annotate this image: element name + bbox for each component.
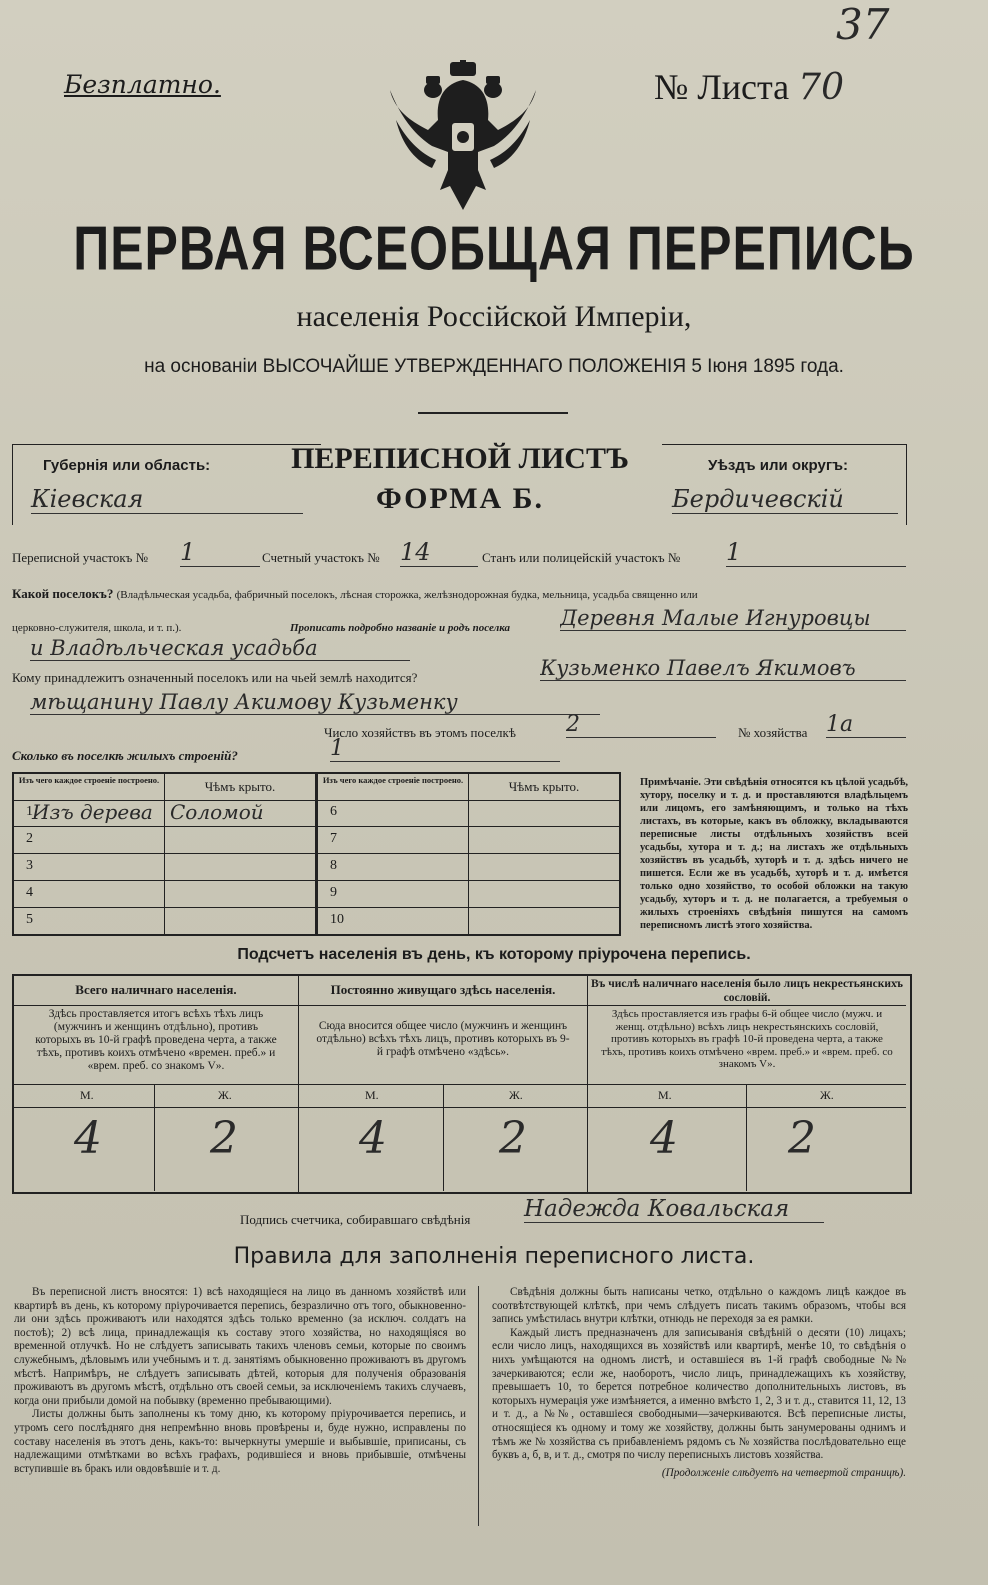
police-area-label: Станъ или полицейскій участокъ № — [482, 550, 681, 565]
count-area-label: Счетный участокъ № — [262, 550, 380, 565]
sheet-number — [654, 66, 844, 108]
district-label: Уѣздъ или округъ: — [708, 457, 849, 474]
double-headed-eagle-icon — [388, 60, 538, 220]
settlement-value-2: и Владѣльческая усадьба — [30, 636, 410, 661]
population-count-table — [12, 974, 912, 1194]
table-row: 10 — [330, 912, 344, 927]
rules-left-column — [14, 1286, 466, 1476]
note-text: Примѣчаніе. Эти свѣдѣнія относятся къ цѣлой усадьбѣ, хутору, поселку и т. д. и проставляются владѣльцемъ или лицомъ, его замѣняющимъ, и только на тѣхъ листахъ, въ которые, какъ въ обложку, вкладываются переписные листы отдѣльныхъ хозяйствъ всей усадьбы, хутора и т. д.; на листахъ же отдѣльныхъ хозяйствъ въ усадьбѣ, хуторѣ и т. д. здѣсь ничего не пишется. Если же въ усадьбѣ, хуторѣ и т. д. имѣется только одно хозяйство, то особой обложки на такую усадьбу, хуторъ и т. д. не полагается, а требуемыя о жилыхъ строеніяхъ свѣдѣнія пишутся на самомъ переписномъ листѣ этого хозяйства. — [640, 777, 908, 931]
census-area-label: Переписной участокъ № — [12, 550, 149, 565]
form-subtitle: ФОРМА Б. — [375, 482, 545, 515]
table-row: 9 — [318, 881, 619, 908]
settlement-hint: (Владѣльческая усадьба, фабричный поселокъ, лѣсная сторожка, желѣзнодорожная будка, мельница, усадьба священно или — [116, 589, 698, 601]
form-title: ПЕРЕПИСНОЙ ЛИСТЪ — [291, 442, 629, 475]
sheet-number-label: № Листа — [654, 67, 790, 107]
buildings-table-left — [14, 774, 315, 934]
table-row: 1 Изъ дерева Соломой — [14, 800, 315, 827]
rules-paragraph: Каждый листъ предназначенъ для записыванія свѣдѣній о десяти (10) лицахъ; если число лицъ, находящихся въ хозяйствѣ или квартирѣ, менѣе 10, то свѣдѣнія о нихъ умѣщаются на одномъ листѣ, и оставшіеся въ 1-й графѣ свободные №№ зачеркиваются; если же, наоборотъ, число лицъ, принадлежащихъ къ хозяйству, превышаетъ 10, то берется потребное количество дополнительныхъ листовъ, въ которыхъ нумерація уже измѣняется, а именно вмѣсто 1, 2, 3 и т. д., ставится 11, 12, 13 и т. д., а №№, оставшіеся свободными—зачеркиваются. Всѣ переписные листы, относящіеся къ одному и тому же хозяйству, должны быть занумерованы однимъ и тѣмъ же № хозяйства съ прибавленіемъ рядомъ съ № хозяйства послѣдовательно еще буквъ а, б, в, и т. д., смотря по числу переписныхъ листовъ хозяйства. — [492, 1326, 906, 1462]
buildings-value: 1 — [330, 736, 560, 762]
province-value: Кіевская — [31, 485, 303, 514]
column-divider — [478, 1286, 479, 1526]
settlement-value: Деревня Малые Игнуровцы — [560, 606, 906, 631]
row-roof: Соломой — [170, 800, 264, 824]
table-row: 3 — [14, 854, 315, 881]
rules-paragraph: Свѣдѣнія должны быть написаны четко, отдѣльно о каждомъ лицѣ каждое въ соотвѣтствующей клѣткѣ, при чемъ слѣдуетъ писать такимъ образомъ, чтобы вся запись умѣстилась внутри клѣтки, отнюдь не переходя за ея рамки. — [492, 1286, 906, 1326]
count-column-present: Всего наличнаго населенія. Здѣсь проставляется итогъ всѣхъ тѣхъ лицъ (мужчинъ и женщинъ отдѣльно), противъ которыхъ въ 10-й графѣ проведена черта, а также тѣхъ, противъ коихъ отмѣчено «времен. преб.» и «врем. преб. со знакомъ V». М. Ж. 4 2 — [14, 976, 298, 1192]
rules-right-column — [492, 1286, 906, 1480]
table-row: 5 — [26, 912, 33, 927]
table-row: 2 — [14, 827, 315, 854]
row-material: Изъ дерева — [32, 800, 153, 824]
rules-paragraph: Листы должны быть заполнены къ тому дню, къ которому пріурочивается перепись, и утромъ сего послѣдняго дня непремѣнно вновь провѣрены и, буде нужно, исправлены по составу населенія въ этотъ день, какъ-то: вычеркнуты умершіе и выбывшіе, приписаны, съ надлежащими отмѣтками во всѣхъ графахъ, родившіеся и вновь прибывшіе, отмѣчены вступившіе въ бракъ или овдовѣвшіе и т. д. — [14, 1408, 466, 1475]
continued-note: (Продолженіе слѣдуетъ на четвертой страницѣ). — [661, 1466, 906, 1479]
households-label: Число хозяйствъ въ этомъ поселкѣ — [324, 725, 516, 740]
settlement-instruction: Прописать подробно названіе и родъ поселка — [290, 622, 511, 634]
count-heading: Подсчетъ населенія въ день, къ которому пріурочена перепись. — [237, 946, 751, 963]
signature-value: Надежда Ковальская — [524, 1196, 824, 1223]
count-column-title: Всего наличнаго населенія. — [14, 976, 298, 1006]
count-column-desc: Здѣсь проставляется итогъ всѣхъ тѣхъ лицъ (мужчинъ и женщинъ отдѣльно), противъ которыхъ въ 10-й графѣ проведена черта, а также тѣхъ, противъ коихъ отмѣчено «времен. преб.» и «врем. преб. со знакомъ V». — [35, 1008, 277, 1072]
count-column-non-peasant: Въ числѣ наличнаго населенія было лицъ некрестьянскихъ сословій. Здѣсь проставляется изъ графы 6-й общее число (мужч. и женщ. отдѣльно) всѣхъ лицъ некрестьянскихъ сословій, противъ которыхъ въ графѣ 10-й проведена черта, а также тѣхъ, противъ коихъ отмѣчено «врем. преб.» и «врем. преб. со знакомъ V». М. Ж. 4 2 — [588, 976, 906, 1192]
households-value: 2 — [566, 712, 716, 738]
household-no-label: № хозяйства — [738, 725, 808, 740]
settlement-row — [12, 586, 908, 602]
buildings-label: Сколько въ поселкѣ жилыхъ строеній? — [12, 748, 238, 763]
table-row: 7 — [318, 827, 619, 854]
province-label: Губернія или область: — [43, 457, 211, 474]
buildings-table-right: Изъ чего каждое строеніе построено. Чѣмъ крыто. 6 7 8 9 10 — [318, 774, 619, 934]
rules-heading: Правила для заполненія переписного листа. — [233, 1244, 755, 1269]
census-area-value: 1 — [180, 538, 260, 567]
divider — [418, 412, 568, 414]
household-no-value: 1а — [826, 712, 906, 738]
col-material-header: Изъ чего каждое строеніе построено. — [18, 775, 160, 785]
sheet-number-value: 70 — [798, 67, 844, 108]
owner-value-2: мѣщанину Павлу Акимову Кузьменку — [30, 690, 600, 715]
page-title: ПЕРВАЯ ВСЕОБЩАЯ ПЕРЕПИСЬ — [73, 213, 915, 284]
corner-page-number: 37 — [836, 0, 890, 49]
col-roof-header: Чѣмъ крыто. — [204, 779, 276, 794]
signature-label: Подпись счетчика, собиравшаго свѣдѣнія — [240, 1212, 471, 1227]
legal-basis: на основаніи ВЫСОЧАЙШЕ УТВЕРЖДЕННАГО ПОЛОЖЕНІЯ 5 Іюня 1895 года. — [144, 356, 844, 377]
count-column-resident: Постоянно живущаго здѣсь населенія. Сюда вносится общее число (мужчинъ и женщинъ отдѣльно) всѣхъ тѣхъ лицъ, противъ которыхъ въ 9-й графѣ отмѣчено «здѣсь». М. Ж. 4 2 — [299, 976, 587, 1192]
owner-label: Кому принадлежитъ означенный поселокъ или на чьей землѣ находится? — [12, 670, 418, 685]
table-row: 8 — [318, 854, 619, 881]
owner-value: Кузьменко Павелъ Якимовъ — [540, 656, 906, 681]
settlement-label: Какой поселокъ? — [12, 586, 114, 601]
page-subtitle: населенія Россійской Имперіи, — [296, 300, 692, 333]
district-box — [662, 444, 907, 525]
rules-paragraph: Въ переписной листъ вносятся: 1) всѣ находящіеся на лицо въ данномъ хозяйствѣ или квартирѣ въ день, къ которому пріурочивается перепись, безразлично отъ того, обыкновенно-ли они здѣсь проживаютъ или находятся здѣсь только временно (за исключ. солдатъ на постоѣ); 2) всѣ лица, принадлежащія къ составу этого хозяйства, но находящіяся во временной отлучкѣ. Но не слѣдуетъ записывать такихъ членовъ семьи, которые по своимъ служебнымъ, дѣловымъ или учебнымъ и т. д. занятіямъ обыкновенно проживаютъ въ другомъ мѣстѣ. Напримѣръ, не слѣдуетъ записывать дѣтей, которыя для полученія образованія проживаютъ въ другомъ мѣстѣ, отдѣльно отъ своей семьи, за исключеніемъ такихъ случаевъ, когда они прибыли домой на побывку (временно пребывающими). — [14, 1286, 466, 1407]
table-row: 4 — [14, 881, 315, 908]
free-label: Безплатно. — [64, 70, 221, 99]
table-row: 6 — [318, 800, 619, 827]
count-area-value: 14 — [400, 538, 478, 567]
district-value: Бердичевскій — [672, 485, 898, 514]
settlement-hint2: церковно-служителя, школа, и т. п.). — [12, 622, 182, 634]
police-area-value: 1 — [726, 538, 906, 567]
buildings-table — [12, 772, 621, 936]
count-male-value: 4 — [74, 1113, 102, 1164]
count-female-value: 2 — [210, 1113, 238, 1164]
